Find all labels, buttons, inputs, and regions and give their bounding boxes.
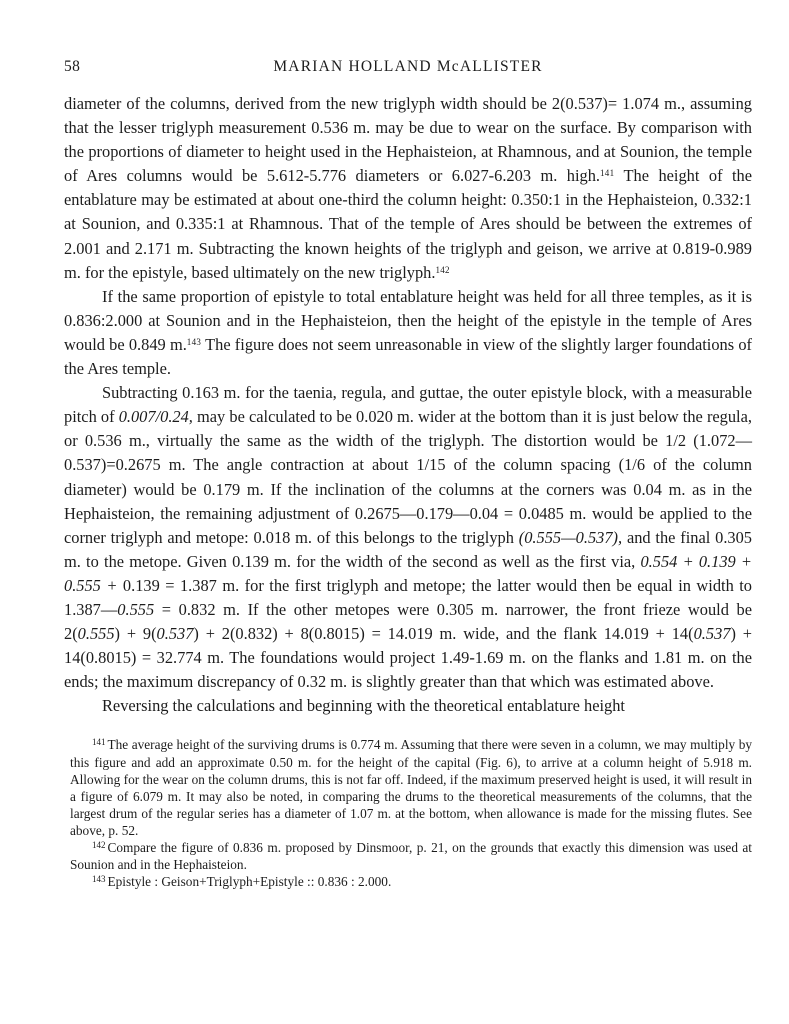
paragraph-3-seg-7: ) + 2(0.832) + 8(0.8015) = 14.019 m. wide, and the flank 14.019 + 14(: [193, 624, 694, 644]
paragraph-2: [64, 285, 752, 381]
running-head: [64, 58, 752, 84]
paragraph-3: [64, 381, 752, 694]
footnote-text: Compare the figure of 0.836 m. proposed by Dinsmoor, p. 21, on the grounds that exactly this dimension was used at Sounion and in the Hephaisteion.: [70, 840, 752, 873]
paragraph-3-seg-3: and the final 0.305 m. to the metope. Given 0.139 m. for the width of the second as well as the first via,: [64, 527, 752, 571]
paragraph-3-seg-1: Subtracting 0.163 m. for the taenia, regula, and guttae, the outer epistyle block, with a measurable pitch of: [64, 383, 752, 427]
paragraph-1: [64, 92, 752, 285]
paragraph-2-text-a: If the same proportion of epistyle to total entablature height was held for all three temples, as it is 0.836:2.000 at Sounion and in the Hephaisteion, then the height of the epistyle in the temple of Ares would be 0.849 m.: [64, 286, 752, 354]
paragraph-3-seg-5: = 0.832 m. If the other metopes were 0.305 m. narrower, the front frieze would be 2(: [64, 599, 752, 644]
footnote-141: [70, 736, 752, 839]
page-number: 58: [64, 58, 81, 75]
footnotes: [64, 736, 752, 890]
body-text: [64, 92, 752, 718]
footnote-number: 142: [92, 840, 106, 850]
footnote-142: [70, 839, 752, 873]
paragraph-4: Reversing the calculations and beginning with the theoretical entablature height: [102, 696, 625, 716]
paragraph-3-italic-3: 0.554 + 0.139 + 0.555 +: [64, 551, 752, 595]
paragraph-3-italic-1: 0.007/0.24,: [118, 407, 193, 427]
paragraph-3-italic-2: (0.555—0.537),: [518, 527, 623, 547]
paragraph-1-text-a: diameter of the columns, derived from the new triglyph width should be 2(0.537)= 1.074 m., assuming that the lesser triglyph measurement 0.536 m. may be due to wear on the surface. By comparison with the proportions of diameter to height used in the Hephaisteion, at Rhamnous, and at Sounion, the temple of Ares columns would be 5.612-5.776 diameters or 6.027-6.203 m. high.: [64, 94, 752, 186]
footnote-ref-142[interactable]: 142: [435, 264, 450, 275]
paragraph-3-italic-4: 0.555: [117, 599, 155, 619]
paragraph-3-italic-6: 0.537: [156, 624, 194, 644]
paragraph-2-text-b: The figure does not seem unreasonable in view of the slightly larger foundations of the Ares temple.: [64, 334, 752, 379]
footnote-text: The average height of the surviving drums is 0.774 m. Assuming that there were seven in a column, we may multiply by this figure and add an approximate 0.50 m. for the height of the capital (Fig. 6), to arrive at a column height of 5.918 m. Allowing for the wear on the column drums, this is not far off. Indeed, if the maximum preserved height is used, it will result in a figure of 6.079 m. It may also be noted, in comparing the drums to the theoretical measurements of the columns, that the largest drum of the regular series has a diameter of 1.07 m. at the bottom, when allowance is made for the missing flutes. See above, p. 52.: [70, 737, 752, 838]
paragraph-1-text-b: The height of the entablature may be estimated at about one-third the column height: 0.350:1 in the Hephaisteion, 0.332:1 at Sounion, and 0.335:1 at Rhamnous. That of the temple of Ares should be between the extremes of 2.001 and 2.171 m. Subtracting the known heights of the triglyph and geison, we arrive at 0.819-0.989 m. for the epistyle, based ultimately on the new triglyph.: [64, 166, 752, 282]
paragraph-3-seg-4: 0.139 = 1.387 m. for the first triglyph and metope; the latter would then be equal in width to 1.387—: [64, 575, 752, 619]
footnote-ref-141[interactable]: 141: [599, 168, 615, 179]
paragraph-3-seg-6: ) + 9(: [114, 624, 157, 644]
running-title: MARIAN HOLLAND McALLISTER: [273, 58, 543, 75]
paragraph-3-seg-8: ) + 14(0.8015) = 32.774 m. The foundations would project 1.49-1.69 m. on the flanks and 1.81 m. on the ends; the maximum discrepancy of 0.32 m. is slightly greater than that which was estimated above.: [64, 624, 752, 692]
footnote-number: 143: [92, 874, 106, 885]
footnote-143: [70, 873, 752, 890]
footnote-ref-143[interactable]: 143: [186, 336, 202, 347]
page: [64, 58, 752, 890]
footnote-number: 141: [92, 737, 106, 748]
paragraph-3-seg-2: may be calculated to be 0.020 m. wider at the bottom than it is just below the regula, or 0.536 m., virtually the same as the width of the triglyph. The distortion would be 1/2 (1.072—0.537)=0.2675 m. The angle contraction at about 1/15 of the column spacing (1/6 of the column diameter) would be 0.179 m. If the inclination of the columns at the corners was 0.04 m. as in the Hephaisteion, the remaining adjustment of 0.2675—0.179—0.04 = 0.0485 m. would be applied to the corner triglyph and metope: 0.018 m. of this belongs to the triglyph: [64, 407, 752, 547]
paragraph-3-italic-7: 0.537: [693, 624, 731, 644]
footnote-text: Epistyle : Geison+Triglyph+Epistyle :: 0.836 : 2.000.: [107, 874, 392, 890]
paragraph-3-italic-5: 0.555: [77, 624, 115, 644]
